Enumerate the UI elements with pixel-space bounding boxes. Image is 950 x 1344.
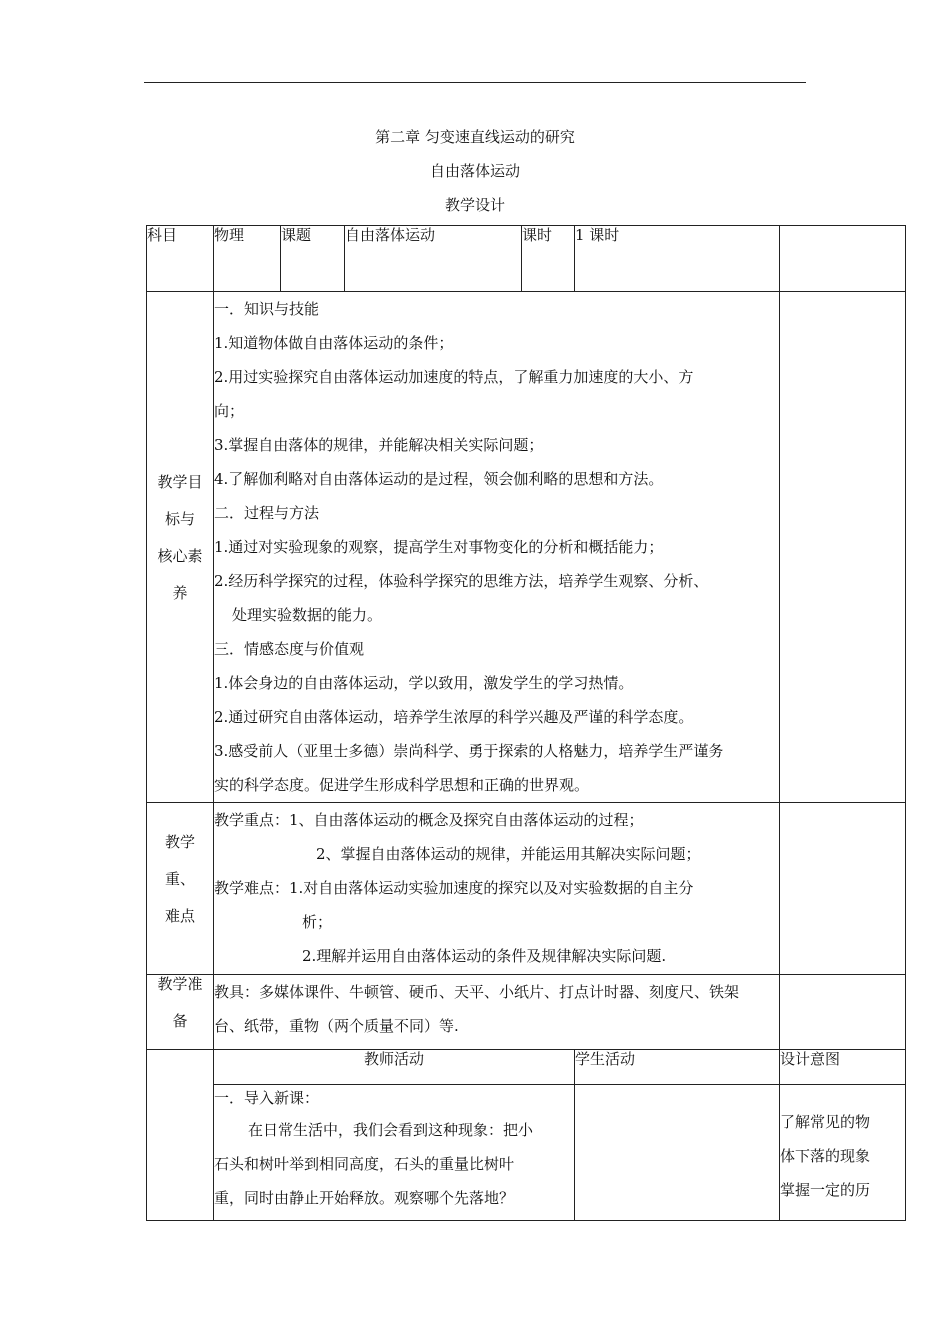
objectives-line: 一．知识与技能 [214, 300, 320, 318]
design-intent-line: 体下落的现象 [780, 1147, 871, 1165]
teacher-activity-line: 重，同时由静止开始释放。观察哪个先落地？ [214, 1189, 515, 1207]
objectives-line: 实的科学态度。促进学生形成科学思想和正确的世界观。 [214, 776, 590, 794]
teacher-activity-header: 教师活动 [214, 1050, 575, 1085]
preparation-content [214, 975, 780, 1050]
preparation-label: 教学准 备 [147, 975, 214, 1050]
teacher-activity-line: 在日常生活中，我们会看到这种现象：把小 [248, 1121, 534, 1139]
key-points-row [147, 803, 906, 975]
preparation-empty-cell [780, 975, 906, 1050]
info-row [147, 226, 906, 292]
info-empty-cell [780, 226, 906, 292]
objectives-content [214, 292, 780, 803]
header-rule [144, 82, 806, 83]
objectives-line: 3.感受前人（亚里士多德）崇尚科学、勇于探索的人格魅力，培养学生严谨务 [214, 742, 724, 760]
student-activity-content [575, 1085, 780, 1221]
objectives-line: 1.体会身边的自由落体运动，学以致用，激发学生的学习热情。 [214, 674, 634, 692]
key-points-label: 教学 重、 难点 [147, 803, 214, 975]
objectives-empty-cell [780, 292, 906, 803]
objectives-line: 4.了解伽利略对自由落体运动的是过程，领会伽利略的思想和方法。 [214, 470, 664, 488]
lesson-title: 自由落体运动 [429, 162, 520, 180]
preparation-line: 教具：多媒体课件、牛顿管、硬币、天平、小纸片、打点计时器、刻度尺、铁架 [214, 983, 740, 1001]
teacher-activity-line: 石头和树叶举到相同高度，石头的重量比树叶 [214, 1155, 515, 1173]
design-intent-line: 掌握一定的历 [780, 1181, 871, 1199]
subject-label: 科目 [147, 226, 214, 292]
objectives-line: 2.经历科学探究的过程，体验科学探究的思维方法，培养学生观察、分析、 [214, 572, 709, 590]
teacher-activity-content [214, 1085, 575, 1221]
objectives-line: 1.知道物体做自由落体运动的条件； [214, 334, 454, 352]
teacher-activity-line: 一．导入新课： [214, 1089, 320, 1107]
period-label: 课时 [522, 226, 575, 292]
topic-value: 自由落体运动 [345, 226, 522, 292]
lesson-plan-table [146, 225, 906, 1221]
objectives-row [147, 292, 906, 803]
period-value: 1 课时 [575, 226, 780, 292]
objectives-line: 向； [214, 402, 245, 420]
process-header-row [147, 1050, 906, 1085]
objectives-line: 2.用过实验探究自由落体运动加速度的特点，了解重力加速度的大小、方 [214, 368, 694, 386]
student-activity-header: 学生活动 [575, 1050, 780, 1085]
key-points-line: 教学难点：1.对自由落体运动实验加速度的探究以及对实验数据的自主分 [214, 879, 694, 897]
objectives-line: 三．情感态度与价值观 [214, 640, 365, 658]
objectives-line: 2.通过研究自由落体运动，培养学生浓厚的科学兴趣及严谨的科学态度。 [214, 708, 694, 726]
process-label-cell [147, 1050, 214, 1221]
objectives-line: 处理实验数据的能力。 [232, 606, 383, 624]
objectives-line: 3.掌握自由落体的规律，并能解决相关实际问题； [214, 436, 544, 454]
chapter-title: 第二章 匀变速直线运动的研究 [375, 128, 575, 146]
key-points-line: 2.理解并运用自由落体运动的条件及规律解决实际问题. [302, 947, 667, 965]
key-points-line: 教学重点：1、自由落体运动的概念及探究自由落体运动的过程； [214, 811, 644, 829]
document-type: 教学设计 [444, 196, 505, 214]
subject-value: 物理 [214, 226, 281, 292]
preparation-row [147, 975, 906, 1050]
objectives-label: 教学目 标与 核心素 养 [147, 292, 214, 803]
key-points-line: 析； [302, 913, 333, 931]
design-intent-line: 了解常见的物 [780, 1113, 871, 1131]
key-points-empty-cell [780, 803, 906, 975]
process-row [147, 1085, 906, 1221]
topic-label: 课题 [281, 226, 345, 292]
objectives-line: 1.通过对实验现象的观察，提高学生对事物变化的分析和概括能力； [214, 538, 664, 556]
key-points-content [214, 803, 780, 975]
objectives-line: 二．过程与方法 [214, 504, 320, 522]
design-intent-content [780, 1085, 906, 1221]
design-intent-header: 设计意图 [780, 1050, 906, 1085]
key-points-line: 2、掌握自由落体运动的规律，并能运用其解决实际问题； [316, 845, 701, 863]
preparation-line: 台、纸带，重物（两个质量不同）等. [214, 1017, 459, 1035]
